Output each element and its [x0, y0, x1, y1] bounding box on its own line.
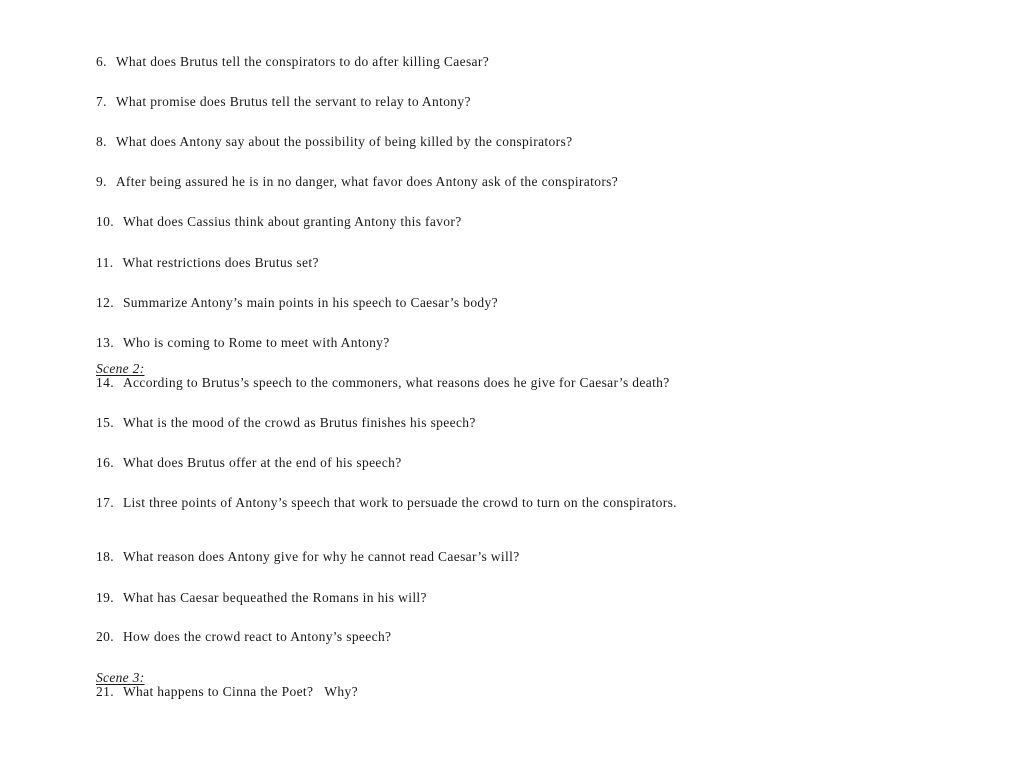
question-17 — [96, 495, 677, 511]
question-number: 20. — [96, 629, 114, 644]
question-text: What has Caesar bequeathed the Romans in his will? — [122, 590, 427, 605]
question-number: 10. — [96, 214, 114, 229]
question-text: What promise does Brutus tell the servant to relay to Antony? — [115, 94, 471, 109]
question-text: What reason does Antony give for why he cannot read Caesar’s will? — [122, 549, 520, 564]
scene-2-heading: Scene 2: — [96, 361, 145, 376]
question-text: How does the crowd react to Antony’s speech? — [122, 629, 392, 644]
question-number: 17. — [96, 495, 114, 510]
question-number: 16. — [96, 455, 114, 470]
question-20 — [96, 629, 391, 645]
question-10 — [96, 214, 462, 230]
question-text: According to Brutus’s speech to the commoners, what reasons does he give for Caesar’s death? — [122, 375, 670, 390]
question-11 — [96, 255, 319, 271]
question-text: What does Brutus tell the conspirators to do after killing Caesar? — [115, 54, 490, 69]
question-18 — [96, 549, 520, 565]
question-8 — [96, 134, 572, 150]
question-15 — [96, 415, 476, 431]
question-text: What does Cassius think about granting Antony this favor? — [122, 214, 462, 229]
question-number: 14. — [96, 375, 114, 390]
question-number: 6. — [96, 54, 107, 69]
question-6 — [96, 54, 489, 70]
question-number: 18. — [96, 549, 114, 564]
question-number: 13. — [96, 335, 114, 350]
question-12 — [96, 295, 498, 311]
question-number: 19. — [96, 590, 114, 605]
question-number: 8. — [96, 134, 107, 149]
question-number: 7. — [96, 94, 107, 109]
question-text: Who is coming to Rome to meet with Antony? — [122, 335, 390, 350]
question-number: 12. — [96, 295, 114, 310]
scene-3-heading: Scene 3: — [96, 670, 145, 685]
question-9 — [96, 174, 618, 190]
question-13 — [96, 335, 390, 351]
question-number: 15. — [96, 415, 114, 430]
question-14 — [96, 375, 670, 391]
question-21 — [96, 684, 358, 700]
question-text: What is the mood of the crowd as Brutus finishes his speech? — [122, 415, 476, 430]
question-text: List three points of Antony’s speech that work to persuade the crowd to turn on the conspirators. — [122, 495, 677, 510]
question-16 — [96, 455, 402, 471]
question-text: What does Brutus offer at the end of his speech? — [122, 455, 402, 470]
question-text: What restrictions does Brutus set? — [122, 255, 319, 270]
question-text: Summarize Antony’s main points in his speech to Caesar’s body? — [122, 295, 498, 310]
question-number: 11. — [96, 255, 114, 270]
question-number: 21. — [96, 684, 114, 699]
question-text: What does Antony say about the possibility of being killed by the conspirators? — [115, 134, 573, 149]
question-number: 9. — [96, 174, 107, 189]
question-text: What happens to Cinna the Poet? Why? — [122, 684, 358, 699]
question-text: After being assured he is in no danger, what favor does Antony ask of the conspirators? — [115, 174, 619, 189]
question-19 — [96, 590, 427, 606]
question-7 — [96, 94, 471, 110]
